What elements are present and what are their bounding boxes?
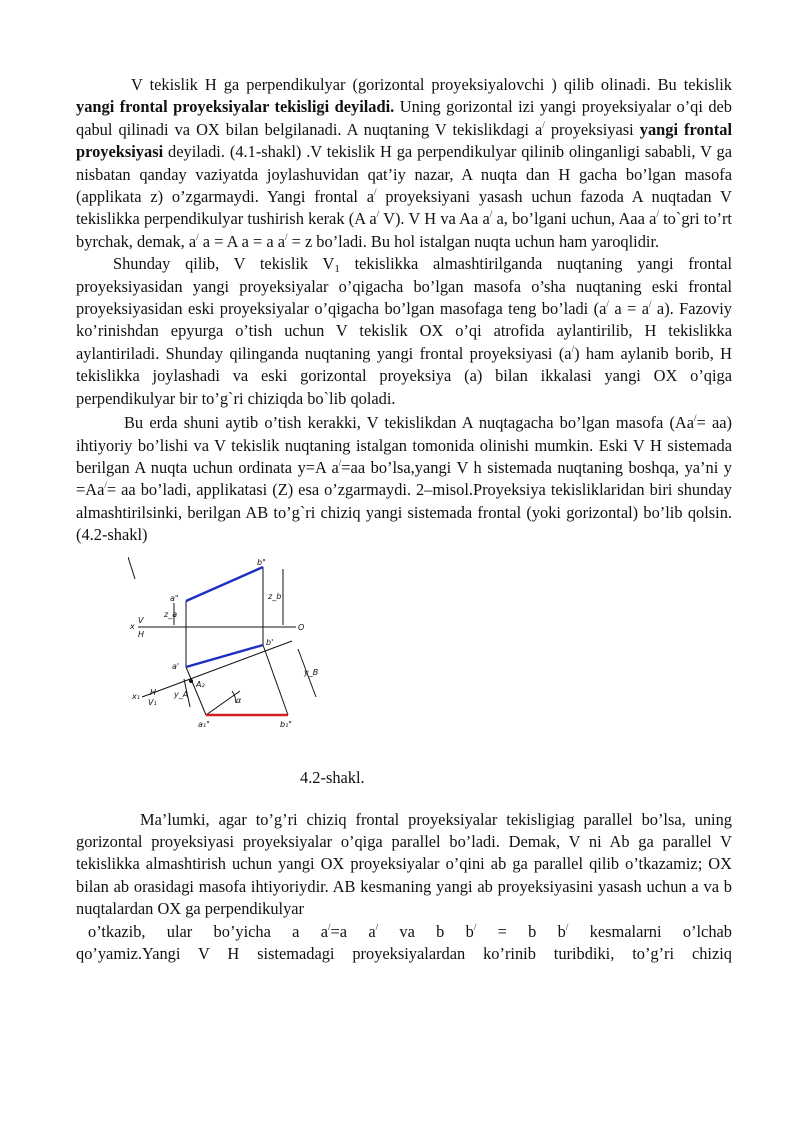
connector-b1 bbox=[263, 645, 288, 715]
sight-line bbox=[128, 557, 135, 579]
label-v1: V₁ bbox=[148, 697, 157, 707]
label-zb: z_b bbox=[268, 591, 282, 601]
right-angle-dot bbox=[189, 679, 193, 683]
document-page bbox=[76, 74, 732, 965]
label-a2: a" bbox=[170, 593, 179, 603]
label-a2-point: A₂ bbox=[196, 679, 205, 689]
label-b1pp: b₁" bbox=[280, 719, 292, 729]
paragraph-4-line: o’tkazib, ular bo’yicha a a/=a a/ va b b/ = b b/ kesmalarni o’lchab bbox=[88, 921, 732, 941]
paragraph-2: Shunday qilib, V tekislik $V_1$ tekislikka almashtirilganda nuqtaning yangi frontal proyeksiyasidan yangi proyeksiyalar o’qigacha bo’lgan masofa o’sha nuqtaning eski frontal proyeksiyasidan eski proyeksiyalar o’qigacha bo’lgan masofaga teng bo’ladi (a/ a = a/ a). Fazoviy ko’rinishdan epyurga o’tish uchun V tekislik OX o’qi atrofida aylantirilib, H tekislikka aylantiriladi. Shunday qilinganda nuqtaning yangi frontal proyeksiyasi (a/) ham aylanib borib, H tekislikka joylashadi va eski gorizontal proyeksiya (a) bilan ikkalasi yangi OX o’qiga perpendikulyar bir to’g`ri chiziqda bo`lib qoladi. bbox=[76, 254, 733, 408]
ab-direction bbox=[206, 691, 240, 715]
label-b2: b" bbox=[257, 557, 266, 567]
label-h2: H bbox=[150, 687, 157, 697]
paragraph-3: Bu erda shuni aytib o’tish kerakki, V tekislikdan A nuqtagacha bo’lgan masofa (Aa/= aa) ihtiyoriy bo’lishi va V tekislik nuqtaning istalgan tomonida olinishi mumkin. Eski V H sistemada berilgan A nuqta uchun ordinata y=A a/=aa bo’lsa,yangi V h sistemada nuqtaning boshqa, ya’ni y =Aa/= aa bo’ladi, applikatasi (Z) esa o’zgarmaydi. 2–misol.Proyeksiya tekisliklaridan biri shunday almashtirilsinki, berilgan AB to’g`ri chiziq yangi sistemada frontal (yoki gorizontal) bo’lib qolsin.(4.2-shakl) bbox=[76, 413, 732, 545]
label-x1: x₁ bbox=[132, 691, 140, 701]
figure-4-2 bbox=[76, 557, 732, 765]
figure-caption: 4.2-shakl. bbox=[300, 767, 365, 787]
label-v: V bbox=[138, 615, 144, 625]
segment-a2-b2 bbox=[186, 567, 263, 601]
projection-diagram bbox=[128, 557, 368, 757]
paragraph-4: Ma’lumki, agar to’g’ri chiziq frontal proyeksiyalar tekisligiag parallel bo’lsa, uning gorizontal proyeksiyasi proyeksiyalar o’qiga parallel bo’ladi. Demak, V ni Ab ga parallel V tekislikka almashtirish uchun yangi OX proyeksiyalar o’qini ab ga parallel qilib o’tkazamiz; OX bilan ab orasidagi masofa ihtiyoriydir. AB kesmaning yangi ab proyeksiyasini yasash uchun a va b nuqtalardan OX ga perpendikulyar bbox=[76, 809, 732, 919]
paragraph-4-end: qo’yamiz.Yangi V H sistemadagi proyeksiyalardan ko’rinib turibdiki, to’g’ri chiziq bbox=[76, 943, 732, 963]
label-x: x bbox=[130, 621, 135, 631]
label-alpha: α bbox=[236, 695, 242, 705]
label-h: H bbox=[138, 629, 145, 639]
label-yb: y_B bbox=[304, 667, 319, 677]
label-a1pp: a₁" bbox=[198, 719, 210, 729]
label-za: z_a bbox=[164, 609, 178, 619]
label-a1: a' bbox=[172, 661, 180, 671]
label-o: O bbox=[298, 622, 305, 632]
paragraph-1: V tekislik H ga perpendikulyar (gorizontal proyeksiyalovchi ) qilib olinadi. Bu tekislik yangi frontal proyeksiyalar tekisligi deyiladi. Uning gorizontal izi yangi proyeksiyalar o’qi deb qabul qilinadi va OX bilan belgilanadi. A nuqtaning V tekislikdagi a/ proyeksiyasi yangi frontal proyeksiyasi deyiladi. (4.1-shakl) .V tekislik H ga perpendikulyar qilinib olinganligi sababli, V ga nisbatan qanday vaziyatda joylashuvidan qat’iy nazar, A nuqta dan H gacha bo’lgan masofa (applikata z) o’zgarmaydi. Yangi frontal a/ proyeksiyani yasash uchun fazoda A nuqtadan V tekislikka perpendikulyar tushirish kerak (A a/ V). V H va Aa a/ a, bo’lgani uchun, Aaa a/ to`gri to’rt byrchak, demak, a/ a = A a = a a/ = z bo’ladi. Bu hol istalgan nuqta uchun ham yaroqlidir. bbox=[76, 75, 732, 251]
label-b1: b' bbox=[266, 637, 274, 647]
axis-x1 bbox=[142, 641, 292, 697]
label-ya: y_A bbox=[174, 689, 189, 699]
